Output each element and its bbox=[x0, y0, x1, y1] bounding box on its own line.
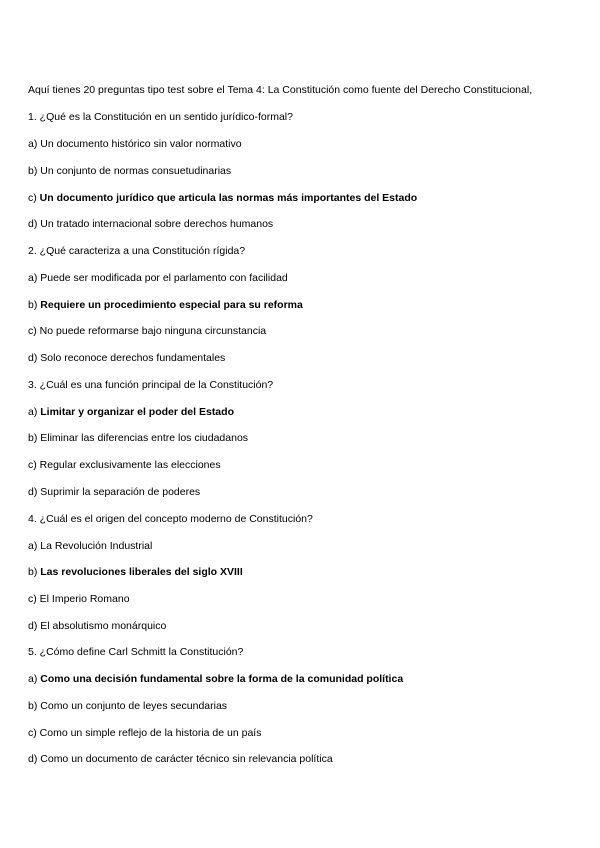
option-text: El absolutismo monárquico bbox=[40, 620, 167, 632]
option-text: Como un documento de carácter técnico sin relevancia política bbox=[40, 753, 333, 765]
option-prefix: b) bbox=[28, 165, 38, 177]
question-3: 3. ¿Cuál es una función principal de la Constitución? bbox=[28, 379, 274, 391]
option-text: Un documento jurídico que articula las normas más importantes del Estado bbox=[39, 192, 418, 204]
option-text: Solo reconoce derechos fundamentales bbox=[40, 352, 226, 364]
option-prefix: c) bbox=[28, 593, 37, 605]
option-text: Como un simple reflejo de la historia de un país bbox=[39, 727, 262, 739]
question-5: 5. ¿Cómo define Carl Schmitt la Constitución? bbox=[28, 646, 244, 658]
option-prefix: c) bbox=[28, 727, 37, 739]
option-text: Un conjunto de normas consuetudinarias bbox=[40, 165, 232, 177]
option-text: Puede ser modificada por el parlamento con facilidad bbox=[40, 272, 288, 284]
option-text: Un documento histórico sin valor normativo bbox=[40, 138, 242, 150]
option-prefix: a) bbox=[28, 138, 38, 150]
q2-option-b bbox=[28, 299, 593, 312]
option-text: No puede reformarse bajo ninguna circunstancia bbox=[39, 325, 267, 337]
q4-option-a bbox=[28, 540, 593, 553]
option-prefix: b) bbox=[28, 566, 38, 578]
q3-option-a bbox=[28, 406, 593, 419]
q5-option-a bbox=[28, 673, 593, 686]
option-prefix: a) bbox=[28, 406, 38, 418]
option-text: Limitar y organizar el poder del Estado bbox=[40, 406, 234, 418]
q4-option-b bbox=[28, 566, 593, 579]
option-text: Como un conjunto de leyes secundarias bbox=[40, 700, 228, 712]
option-prefix: c) bbox=[28, 459, 37, 471]
question-1: 1. ¿Qué es la Constitución en un sentido jurídico-formal? bbox=[28, 111, 293, 123]
q3-option-d bbox=[28, 486, 593, 499]
q4-option-d bbox=[28, 620, 593, 633]
option-prefix: d) bbox=[28, 486, 38, 498]
q5-option-b bbox=[28, 700, 593, 713]
option-prefix: d) bbox=[28, 352, 38, 364]
option-prefix: b) bbox=[28, 432, 38, 444]
option-text: La Revolución Industrial bbox=[40, 540, 153, 552]
q5-option-c bbox=[28, 727, 593, 740]
q2-option-d bbox=[28, 352, 593, 365]
option-prefix: b) bbox=[28, 700, 38, 712]
option-text: Las revoluciones liberales del siglo XVIII bbox=[40, 566, 243, 578]
option-prefix: d) bbox=[28, 620, 38, 632]
intro-text: Aquí tienes 20 preguntas tipo test sobre el Tema 4: La Constitución como fuente del Derecho Constitucional, bbox=[28, 84, 533, 96]
option-prefix: d) bbox=[28, 753, 38, 765]
q1-option-b bbox=[28, 165, 593, 178]
q3-option-c bbox=[28, 459, 593, 472]
option-text: El Imperio Romano bbox=[39, 593, 130, 605]
q1-option-a bbox=[28, 138, 593, 151]
option-prefix: c) bbox=[28, 192, 37, 204]
option-text: Eliminar las diferencias entre los ciudadanos bbox=[40, 432, 249, 444]
question-4: 4. ¿Cuál es el origen del concepto moderno de Constitución? bbox=[28, 513, 313, 525]
q3-option-b bbox=[28, 432, 593, 445]
option-text: Requiere un procedimiento especial para su reforma bbox=[40, 299, 303, 311]
q4-option-c bbox=[28, 593, 593, 606]
option-text: Suprimir la separación de poderes bbox=[40, 486, 201, 498]
option-prefix: c) bbox=[28, 325, 37, 337]
q2-option-a bbox=[28, 272, 593, 285]
option-prefix: a) bbox=[28, 272, 38, 284]
option-prefix: a) bbox=[28, 673, 38, 685]
option-prefix: a) bbox=[28, 540, 38, 552]
option-text: Regular exclusivamente las elecciones bbox=[39, 459, 221, 471]
q1-option-c bbox=[28, 192, 593, 205]
option-prefix: d) bbox=[28, 218, 38, 230]
q5-option-d bbox=[28, 753, 593, 766]
option-prefix: b) bbox=[28, 299, 38, 311]
q2-option-c bbox=[28, 325, 593, 338]
question-2: 2. ¿Qué caracteriza a una Constitución rígida? bbox=[28, 245, 246, 257]
q1-option-d bbox=[28, 218, 593, 231]
option-text: Un tratado internacional sobre derechos humanos bbox=[40, 218, 274, 230]
option-text: Como una decisión fundamental sobre la forma de la comunidad política bbox=[40, 673, 404, 685]
